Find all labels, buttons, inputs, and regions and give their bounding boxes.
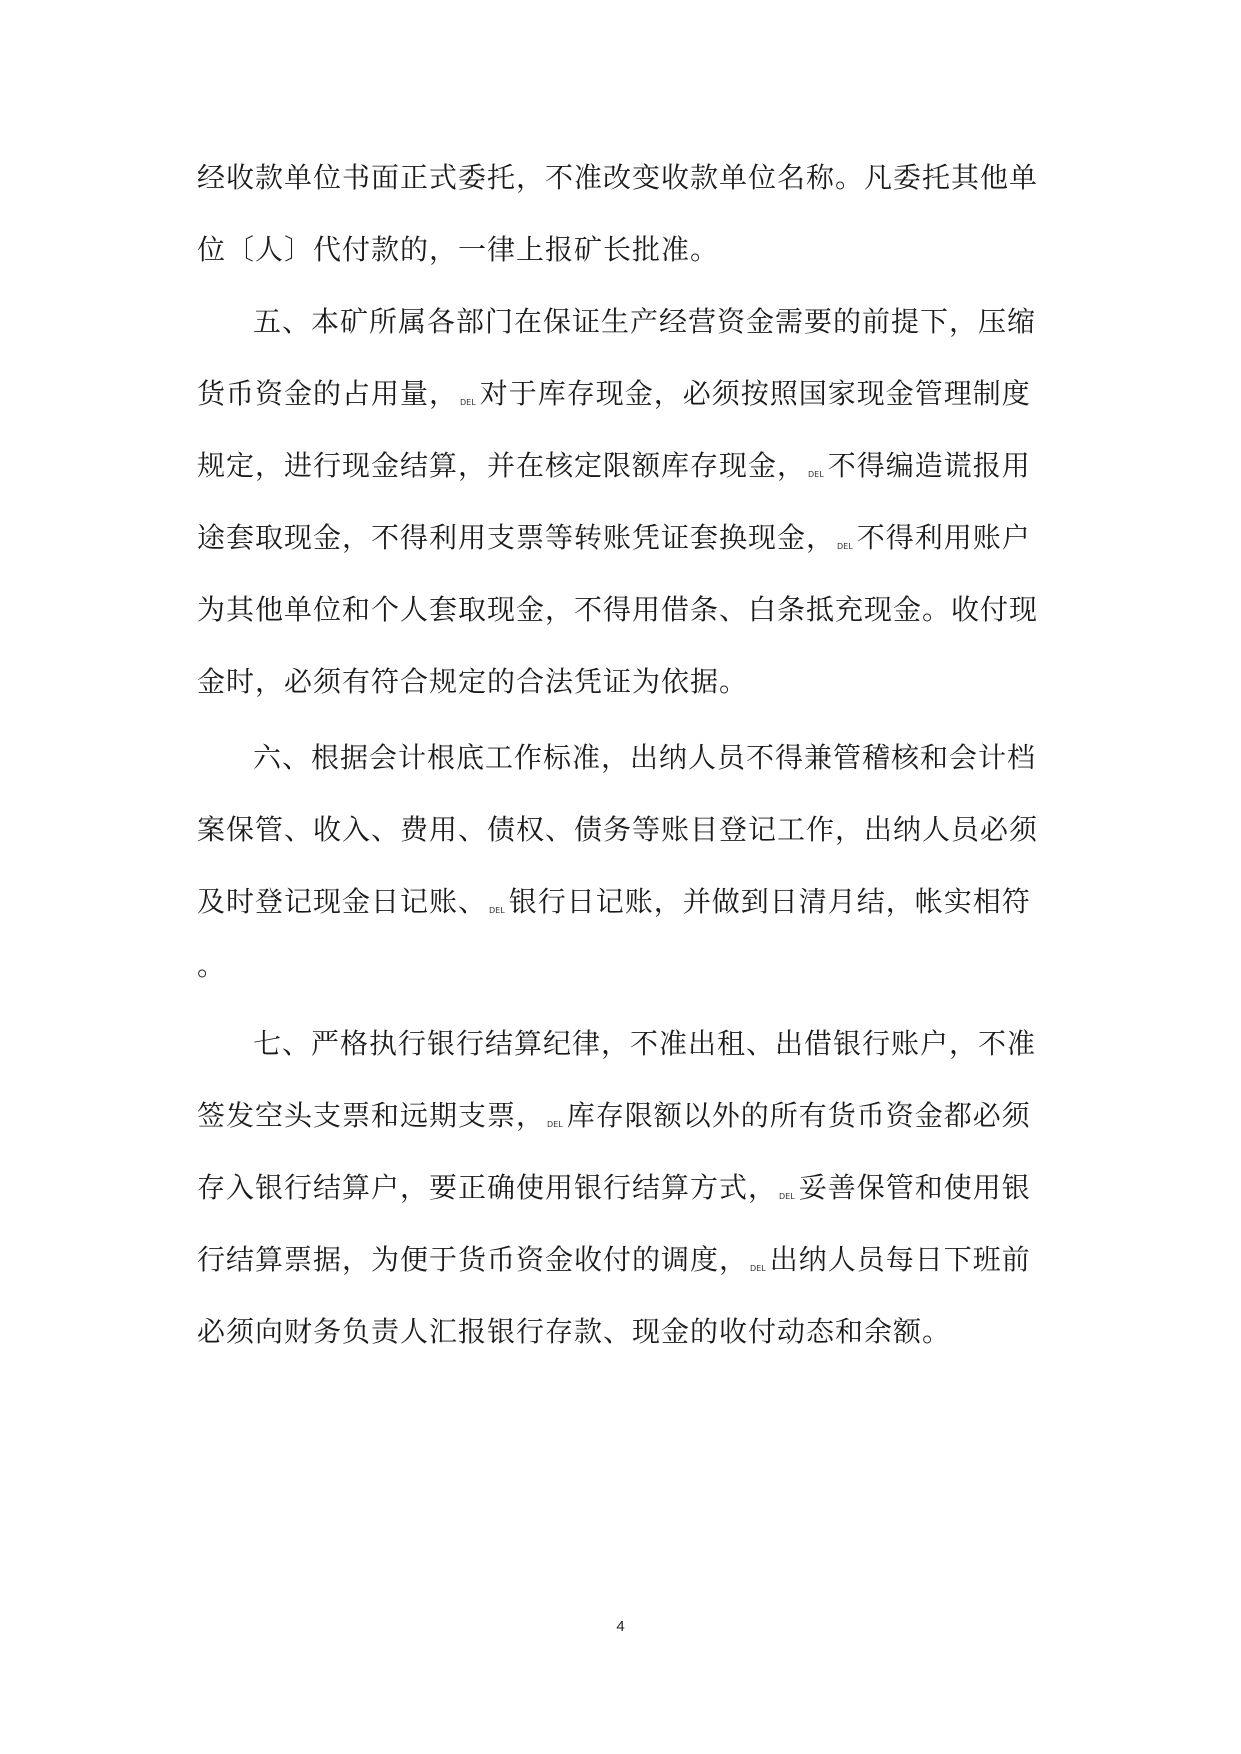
text-segment: 对于库存现金，必须按照国家现金管理制度 <box>479 377 1031 410</box>
text-segment: 货币资金的占用量， <box>197 377 459 410</box>
text-line <box>197 1240 1031 1280</box>
text-line <box>197 1096 1031 1136</box>
text-segment: 及时登记现金日记账、 <box>197 885 488 918</box>
text-segment: 银行日记账，并做到日清月结，帐实相符 <box>508 885 1031 918</box>
text-line <box>197 810 1038 850</box>
text-segment: 七、严格执行银行结算纪律，不准出租、出借银行账户，不准 <box>253 1027 1037 1060</box>
text-line <box>197 1168 1031 1208</box>
text-segment: 经收款单位书面正式委托，不准改变收款单位名称。凡委托其他单 <box>197 161 1039 194</box>
text-line <box>197 946 226 986</box>
text-line <box>197 230 719 270</box>
text-segment: 规定，进行现金结算，并在核定限额库存现金， <box>197 449 807 482</box>
text-line <box>197 590 1038 630</box>
text-segment: 行结算票据，为便于货币资金收付的调度， <box>197 1243 749 1276</box>
text-segment: 不得利用账户 <box>856 521 1031 554</box>
text-line <box>197 518 1031 558</box>
text-segment: 不得编造谎报用 <box>827 449 1031 482</box>
text-segment: 途套取现金，不得利用支票等转账凭证套换现金， <box>197 521 836 554</box>
text-segment: 。 <box>197 949 227 982</box>
text-line <box>197 662 748 702</box>
text-line <box>197 158 1038 198</box>
paragraph-start-six <box>253 738 1036 778</box>
del-marker: DEL <box>837 542 853 551</box>
text-line <box>197 1312 951 1352</box>
text-segment: 必须向财务负责人汇报银行存款、现金的收付动态和余额。 <box>197 1315 952 1348</box>
paragraph-start-seven <box>253 1024 1036 1064</box>
text-segment: 出纳人员每日下班前 <box>769 1243 1031 1276</box>
paragraph-start-five <box>253 302 1036 342</box>
del-marker: DEL <box>808 470 824 479</box>
text-segment: 五、本矿所属各部门在保证生产经营资金需要的前提下，压缩 <box>253 305 1037 338</box>
text-segment: 金时，必须有符合规定的合法凭证为依据。 <box>197 665 749 698</box>
text-line <box>197 374 1031 414</box>
del-marker: DEL <box>779 1192 795 1201</box>
text-segment: 库存限额以外的所有货币资金都必须 <box>566 1099 1031 1132</box>
text-segment: 六、根据会计根底工作标准，出纳人员不得兼管稽核和会计档 <box>253 741 1037 774</box>
text-segment: 为其他单位和个人套取现金，不得用借条、白条抵充现金。收付现 <box>197 593 1039 626</box>
text-segment: 存入银行结算户，要正确使用银行结算方式， <box>197 1171 778 1204</box>
del-marker: DEL <box>547 1120 563 1129</box>
text-segment: 位〔人〕代付款的，一律上报矿长批准。 <box>197 233 720 266</box>
text-line <box>197 882 1031 922</box>
text-segment: 案保管、收入、费用、债权、债务等账目登记工作，出纳人员必须 <box>197 813 1039 846</box>
text-line <box>197 446 1031 486</box>
del-marker: DEL <box>750 1264 766 1273</box>
del-marker: DEL <box>489 906 505 915</box>
text-segment: 妥善保管和使用银 <box>798 1171 1031 1204</box>
text-segment: 签发空头支票和远期支票， <box>197 1099 546 1132</box>
del-marker: DEL <box>460 398 476 407</box>
page-number: 4 <box>616 1618 625 1635</box>
